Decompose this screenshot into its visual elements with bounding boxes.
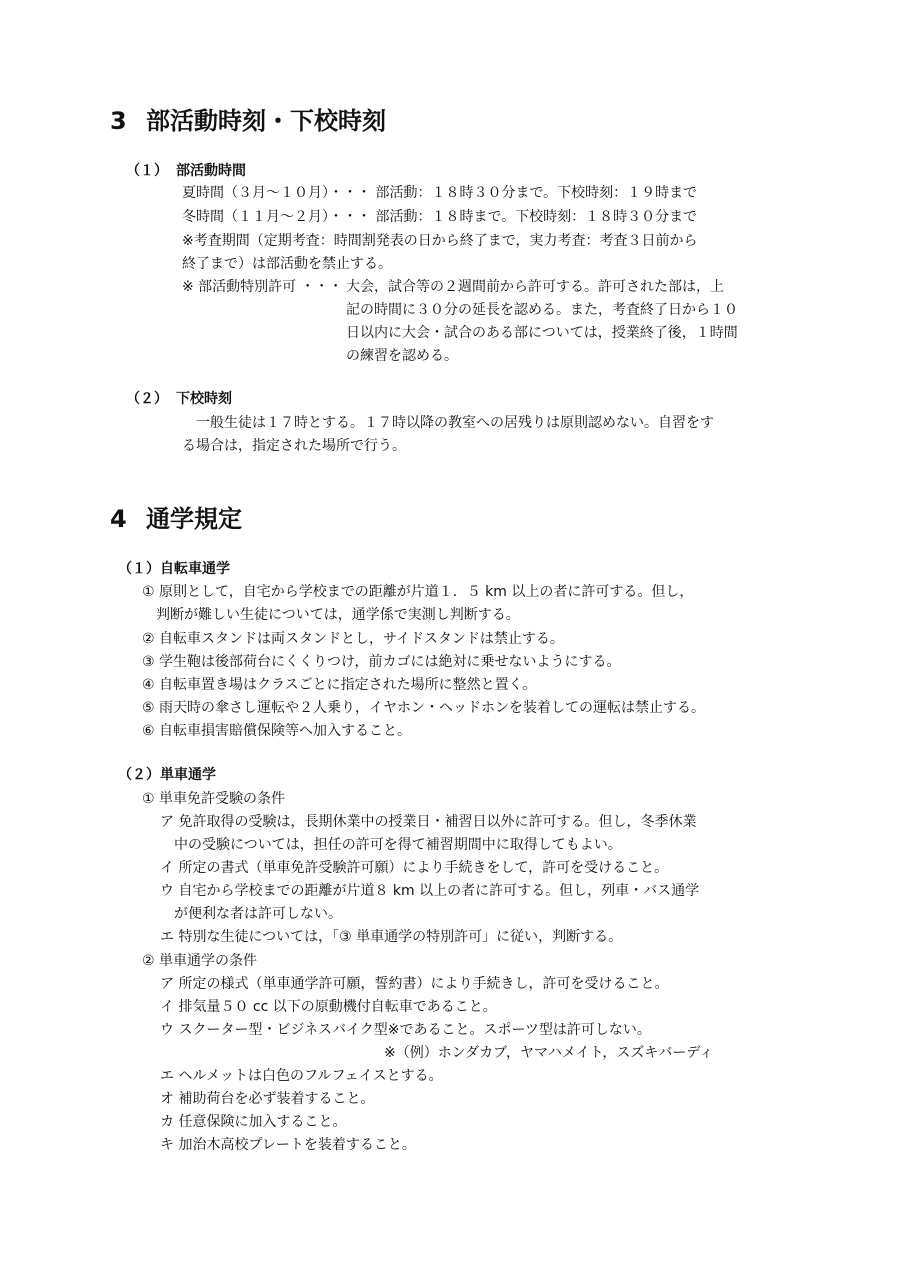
bicycle-rule: ④ 自転車置き場はクラスごとに指定された場所に整然と置く。 <box>142 677 537 693</box>
motorbike-rule: 中の受験については，担任の許可を得て補習期間中に取得してもよい。 <box>174 837 622 853</box>
motorbike-rule: カ 任意保険に加入すること。 <box>160 1114 347 1130</box>
special-permit-text: 日以内に大会・試合のある部については，授業終了後，１時間 <box>346 325 738 341</box>
special-permit-text: 記の時間に３０分の延長を認める。また，考査終了日から１０ <box>346 302 738 318</box>
section-3-heading <box>110 106 386 136</box>
motorbike-rule: が便利な者は許可しない。 <box>174 906 342 922</box>
exam-note-line: ※考査期間（定期考査：時間割発表の日から終了まで，実力考査：考査３日前から <box>182 233 698 249</box>
exam-note-line: 終了まで）は部活動を禁止する。 <box>182 256 392 272</box>
motorbike-rule: ア 所定の様式（単車通学許可願，誓約書）により手続きし，許可を受けること。 <box>160 976 669 992</box>
bicycle-rule: ③ 学生鞄は後部荷台にくくりつけ，前カゴには絶対に乗せないようにする。 <box>142 654 621 670</box>
motorbike-rule: キ 加治木高校プレートを装着すること。 <box>160 1137 416 1153</box>
subsection-4-2-heading: （２）単車通学 <box>118 767 216 783</box>
subsection-4-1-heading: （１）自転車通学 <box>118 561 230 577</box>
subsection-3-2-heading <box>126 390 232 408</box>
special-permit-text: の練習を認める。 <box>346 348 458 364</box>
subsection-title: 部活動時間 <box>176 163 246 179</box>
section-title: 通学規定 <box>146 505 242 533</box>
section-4-heading <box>110 504 242 534</box>
bicycle-rule: ① 原則として，自宅から学校までの距離が片道１．５ km 以上の者に許可する。但し， <box>142 584 694 600</box>
motorbike-rule: ア 免許取得の受験は，長期休業中の授業日・補習日以外に許可する。但し，冬季休業 <box>160 814 697 830</box>
bicycle-rule: ⑤ 雨天時の傘さし運転や２人乗り，イヤホン・ヘッドホンを装着しての運転は禁止する。 <box>142 700 705 716</box>
motorbike-rule: エ ヘルメットは白色のフルフェイスとする。 <box>160 1068 443 1084</box>
subsection-number: （１） <box>126 163 168 179</box>
section-number: 3 <box>110 107 127 135</box>
winter-hours: 冬時間（１１月～２月）・・・ 部活動：１８時まで。下校時刻：１８時３０分まで <box>182 209 698 225</box>
motorbike-rule: イ 所定の書式（単車免許受験許可願）により手続きをして，許可を受けること。 <box>160 860 669 876</box>
motorbike-license-heading: ① 単車免許受験の条件 <box>142 791 286 807</box>
dismissal-text: る場合は，指定された場所で行う。 <box>182 438 406 454</box>
dismissal-text: 一般生徒は１７時とする。１７時以降の教室への居残りは原則認めない。自習をす <box>196 415 714 431</box>
bicycle-rule: 判断が難しい生徒については，通学係で実測し判断する。 <box>156 607 520 623</box>
subsection-title: 下校時刻 <box>176 391 232 407</box>
motorbike-rule: イ 排気量５０ cc 以下の原動機付自転車であること。 <box>160 999 497 1015</box>
section-number: 4 <box>110 505 127 533</box>
motorbike-rule: ウ スクーター型・ビジネスバイク型※であること。スポーツ型は許可しない。 <box>160 1022 651 1038</box>
motorbike-commute-heading: ② 単車通学の条件 <box>142 953 258 969</box>
bicycle-rule: ⑥ 自転車損害賠償保険等へ加入すること。 <box>142 723 411 739</box>
subsection-number: （２） <box>126 391 168 407</box>
motorbike-rule: エ 特別な生徒については，「③ 単車通学の特別許可」に従い，判断する。 <box>160 929 623 945</box>
special-permit-text: 大会，試合等の２週間前から許可する。許可された部は，上 <box>346 279 724 295</box>
motorbike-example-note: ※（例）ホンダカブ，ヤマハメイト，スズキバーディ <box>384 1045 714 1061</box>
special-permit-label: ※ 部活動特別許可 ・・・ <box>182 279 343 295</box>
motorbike-rule: オ 補助荷台を必ず装着すること。 <box>160 1091 375 1107</box>
bicycle-rule: ② 自転車スタンドは両スタンドとし，サイドスタンドは禁止する。 <box>142 631 564 647</box>
summer-hours: 夏時間（３月～１０月）・・・ 部活動：１８時３０分まで。下校時刻：１９時まで <box>182 185 698 201</box>
motorbike-rule: ウ 自宅から学校までの距離が片道８ km 以上の者に許可する。但し，列車・バス通学 <box>160 883 700 899</box>
section-title: 部活動時刻・下校時刻 <box>146 107 386 135</box>
subsection-3-1-heading <box>126 162 246 180</box>
